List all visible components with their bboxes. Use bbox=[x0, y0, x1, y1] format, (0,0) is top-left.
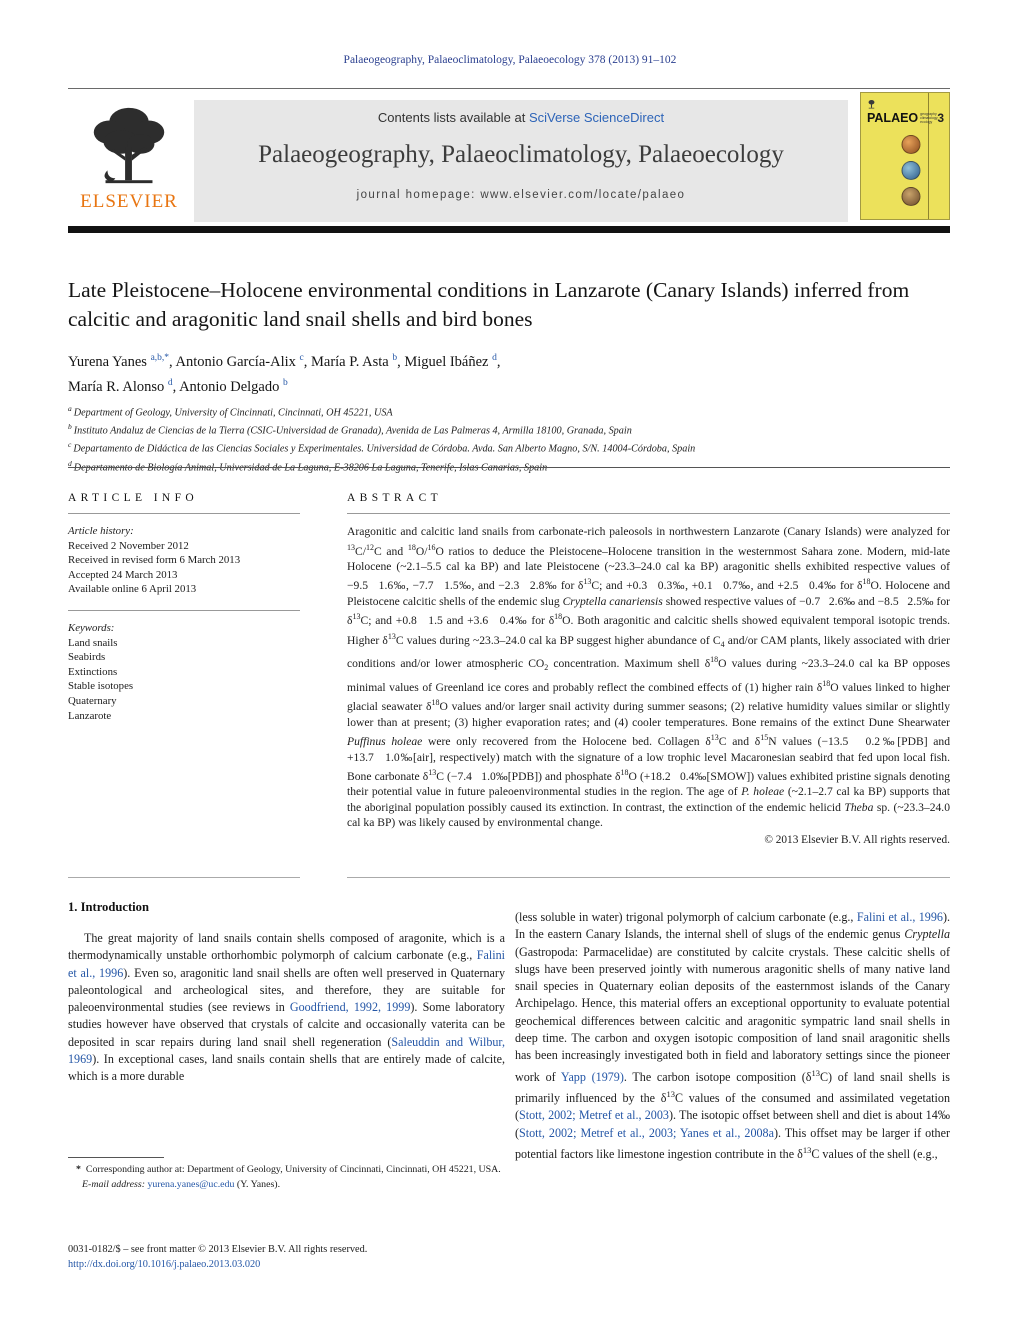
email-note: E-mail address: yurena.yanes@uc.edu (Y. Yanes). bbox=[82, 1178, 281, 1190]
citation-link[interactable]: Stott, 2002; Metref et al., 2003; Yanes et al., 2008a bbox=[519, 1125, 774, 1140]
elsevier-wordmark: ELSEVIER bbox=[80, 191, 178, 212]
homepage-url-link[interactable]: www.elsevier.com/locate/palaeo bbox=[480, 189, 686, 201]
keyword: Seabirds bbox=[68, 651, 106, 664]
affiliation-text: Department of Geology, University of Cincinnati, Cincinnati, OH 45221, USA bbox=[73, 407, 393, 419]
contents-prefix: Contents lists available at bbox=[377, 110, 529, 125]
affiliations bbox=[68, 402, 950, 475]
affiliation-text: Departamento de Didáctica de las Ciencias Sociales y Experimentales. Universidad de Córdoba. Avda. San Alberto Magno, S/N. 14004-Córdoba, Spain bbox=[73, 443, 696, 455]
journal-title: Palaeogeography, Palaeoclimatology, Palaeoecology bbox=[258, 141, 784, 168]
doi-link[interactable]: http://dx.doi.org/10.1016/j.palaeo.2013.03.020 bbox=[68, 1258, 261, 1270]
globe-icon bbox=[902, 161, 921, 180]
abstract-column bbox=[347, 492, 950, 846]
affiliation-text: Departamento de Biología Animal, Universidad de La Laguna, E-38206 La Laguna, Tenerife, Islas Canarias, Spain bbox=[73, 461, 548, 473]
affiliation bbox=[68, 420, 950, 438]
affiliation-sup: b bbox=[68, 422, 72, 432]
header-black-bar bbox=[68, 226, 950, 233]
cover-number: 3 bbox=[937, 111, 944, 125]
cover-subtitle bbox=[920, 112, 938, 124]
affiliation-sup: d bbox=[68, 458, 72, 468]
intro-right-column bbox=[515, 900, 950, 1163]
footnote bbox=[68, 1163, 505, 1191]
divider bbox=[68, 610, 300, 611]
intro-left-column bbox=[68, 900, 505, 1163]
divider bbox=[68, 877, 300, 878]
citation-link[interactable]: Saleuddin and Wilbur, 1969 bbox=[68, 1034, 505, 1067]
cover-title-row bbox=[867, 111, 938, 125]
citation-link[interactable]: Falini et al., 1996 bbox=[856, 910, 943, 924]
fossil-icon bbox=[902, 187, 921, 206]
citation-link[interactable]: Falini et al., 1996 bbox=[68, 948, 505, 980]
affiliation bbox=[68, 402, 950, 420]
intro-right-text: (less soluble in water) trigonal polymorph of calcium carbonate (e.g., Falini et al., 1996). In the eastern Canary Islands, the internal shell of slugs of the endemic genus Cryptella (Gastropoda: Parmacelidae) are constituted by calcite crystals. These calcitic shells of slugs have been preserved jointly with numerous aragonitic shells of many native land snail species in Quaternary eolian deposits of the easternmost islands of the Canary Archipelago. Hence, this material offers an exceptional opportunity to evaluate potential geochemical differences between calcitic and aragonitic sympatric land snail shells in deep time. The carbon and oxygen isotopic composition of land snail aragonitic shells has been increasingly investigated both in field and laboratory settings since the pioneer work of Yapp (1979). The carbon isotope composition $(\delta^{13}C)$ of land snail shells is primarily influenced by the $\delta^{13}C$ values of the consumed and assimilated vegetation (Stott, 2002; Metref et al., 2003). The isotopic offset between shell and diet is about 14‰ (Stott, 2002; Metref et al., 2003; Yanes et al., 2008a). This offset may be larger if other potential factors like limestone ingestion contribute in the $\delta^{13}C$ values of the shell (e.g., bbox=[515, 910, 951, 1161]
affiliation-sup: c bbox=[68, 440, 72, 450]
keyword: Extinctions bbox=[68, 665, 118, 678]
cover-globes bbox=[902, 135, 921, 206]
info-abstract-block bbox=[68, 492, 950, 846]
journal-cover bbox=[860, 92, 950, 220]
page-footer bbox=[68, 1243, 568, 1272]
corresponding-author-note: * Corresponding author at: Department of Geology, University of Cincinnati, Cincinnati, OH 45221, USA. bbox=[76, 1164, 501, 1175]
abstract-text: Aragonitic and calcitic land snails from carbonate-rich paleosols in northwestern Lanzarote (Canary Islands) were analyzed for $^{13}$C/$^{12}$C and $^{18}$O/$^{16}$O ratios to deduce the Pleistocene–Holocene transition in the westernmost Sahara zone. Modern, mid-late Holocene (~2.1–5.5 cal ka BP) and late Pleistocene (~23.3–24.0 cal ka BP) aragonitic shells exhibited respective values of −9.5 1.6‰, −7.7 1.5‰, and −2.3 2.8‰ for $\delta^{13}C$; and +0.3 0.3‰, +0.1 0.7‰, and +2.5 0.4‰ for $\delta^{18}O$. Holocene and Pleistocene calcitic shells of the endemic slug Cryptella canariensis showed respective values of −0.7 2.6‰ and −8.5 2.5‰ for $\delta^{13}C$; and +0.8 1.5 and +3.6 0.4‰ for $\delta^{18}O$. Both aragonitic and calcitic shells showed equivalent temporal isotopic trends. Higher $\delta^{13}C$ values during ~23.3–24.0 cal ka BP suggest higher abundance of $C_4$ and/or CAM plants, likely associated with drier conditions and/or lower atmospheric $CO_2$ concentration. Maximum shell $\delta^{18}O$ values during ~23.3–24.0 cal ka BP opposes minimal values of Greenland ice cores and probably reflect the combined effects of (1) higher rain $\delta^{18}O$ values linked to higher glacial seawater $\delta^{18}O$ values and/or larger snail activity during summer seasons; (2) relative humidity values similar or slightly lower than at present; (3) higher evaporation rates; and (4) cooler temperatures. Bone remains of the extinct Dune Shearwater Puffinus holeae were only recovered from the Holocene bed. Collagen $\delta^{13}C$ and $\delta^{15}N$ values (−13.5 0.2‰[PDB] and +13.7 1.0‰[air], respectively) match with the signature of a low trophic level Macaronesian seabird that fed upon local fish. Bone carbonate $\delta^{13}C$ (−7.4 1.0‰[PDB]) and phosphate $\delta^{18}O$ (+18.2 0.4‰[SMOW]) values exhibited pristine signals denoting their potential value in future paleoenvironmental studies in the region. The age of P. holeae (~2.1–2.7 cal ka BP) supports that the aboriginal population possibly caused its extinction. In contrast, the extinction of the endemic helicid Theba sp. (~23.3–24.0 cal ka BP) was likely caused by environmental change. bbox=[347, 525, 951, 830]
info-abstract-top-rule bbox=[68, 467, 950, 468]
citation-link[interactable]: Goodfriend, 1992, 1999 bbox=[289, 1000, 411, 1015]
introduction-section bbox=[68, 900, 950, 1163]
history-item: Received 2 November 2012 bbox=[68, 539, 189, 552]
abstract-heading: ABSTRACT bbox=[347, 492, 443, 504]
citation-line: Palaeogeography, Palaeoclimatology, Palaeoecology 378 (2013) 91–102 bbox=[343, 54, 677, 66]
cover-subtitle-line: climatology bbox=[920, 116, 938, 120]
affiliation bbox=[68, 457, 950, 475]
issn-line: 0031-0182/$ – see front matter © 2013 Elsevier B.V. All rights reserved. bbox=[68, 1244, 368, 1255]
history-item: Accepted 24 March 2013 bbox=[68, 568, 178, 581]
intro-heading: 1. Introduction bbox=[68, 900, 149, 914]
article-info-column bbox=[68, 492, 300, 846]
header-rule bbox=[68, 88, 950, 89]
elsevier-tree-icon bbox=[68, 100, 190, 190]
divider bbox=[68, 513, 300, 514]
elsevier-logo bbox=[68, 100, 190, 222]
article-info-heading: ARTICLE INFO bbox=[68, 492, 199, 504]
keyword: Lanzarote bbox=[68, 709, 112, 722]
divider bbox=[347, 513, 950, 514]
history-item: Available online 6 April 2013 bbox=[68, 583, 197, 596]
keywords-label: Keywords: bbox=[68, 621, 115, 634]
article-history-label: Article history: bbox=[68, 525, 134, 537]
affiliation-sup: a bbox=[68, 404, 72, 413]
history-item: Received in revised form 6 March 2013 bbox=[68, 554, 241, 567]
affiliation bbox=[68, 438, 950, 456]
email-link[interactable]: yurena.yanes@uc.edu bbox=[147, 1178, 235, 1190]
intro-left-text: The great majority of land snails contain shells composed of aragonite, which is a thermodynamically unstable orthorhombic polymorph of calcium carbonate (e.g., Falini et al., 1996). Even so, aragonitic land snail shells are often well preserved in Quaternary paleontological and archeological sites, and therefore, they are suitable for paleoenvironmental studies (see reviews in Goodfriend, 1992, 1999). Some laboratory studies however have observed that crystals of calcite and occasionally vaterita can be deposited in scar repairs during land snail shell regeneration (Saleuddin and Wilbur, 1969). In exceptional cases, land snails contain shells that are entirely made of calcite, which is a more durable bbox=[68, 931, 505, 1084]
journal-banner bbox=[194, 100, 848, 222]
citation-link[interactable]: Yapp (1979) bbox=[560, 1069, 624, 1084]
cover-subtitle-line: ecology bbox=[920, 120, 933, 124]
keyword: Quaternary bbox=[68, 694, 117, 707]
keyword: Land snails bbox=[68, 636, 118, 649]
divider bbox=[347, 877, 950, 878]
homepage-line bbox=[194, 189, 848, 201]
globe-icon bbox=[902, 135, 921, 154]
masthead bbox=[68, 100, 950, 222]
cover-subtitle-line: geography bbox=[920, 112, 937, 116]
author-line: Yurena Yanes $^{a,b,*}$, Antonio García-Alix $^c$, María P. Asta $^b$, Miguel Ibáñez $^d$, María R. Alonso $^d$, Antonio Delgado $^b$ bbox=[68, 353, 501, 395]
copyright-line: © 2013 Elsevier B.V. All rights reserved. bbox=[764, 833, 950, 846]
section-divider bbox=[68, 877, 950, 878]
homepage-label: journal homepage: bbox=[356, 189, 481, 201]
cover-title: PALAEO bbox=[867, 111, 919, 125]
footnote-rule bbox=[68, 1157, 164, 1158]
citation-link[interactable]: Stott, 2002; Metref et al., 2003 bbox=[519, 1108, 669, 1123]
keyword: Stable isotopes bbox=[68, 680, 134, 693]
contents-line bbox=[194, 110, 848, 125]
article-title: Late Pleistocene–Holocene environmental conditions in Lanzarote (Canary Islands) inferred from calcitic and aragonitic land snail shells and bird bones bbox=[68, 278, 910, 331]
affiliation-text: Instituto Andaluz de Ciencias de la Tierra (CSIC-Universidad de Granada), Avenida de Las Palmeras 4, Armilla 18100, Granada, Spain bbox=[73, 425, 632, 437]
sciverse-sciencedirect-link[interactable]: SciVerse ScienceDirect bbox=[528, 110, 665, 125]
